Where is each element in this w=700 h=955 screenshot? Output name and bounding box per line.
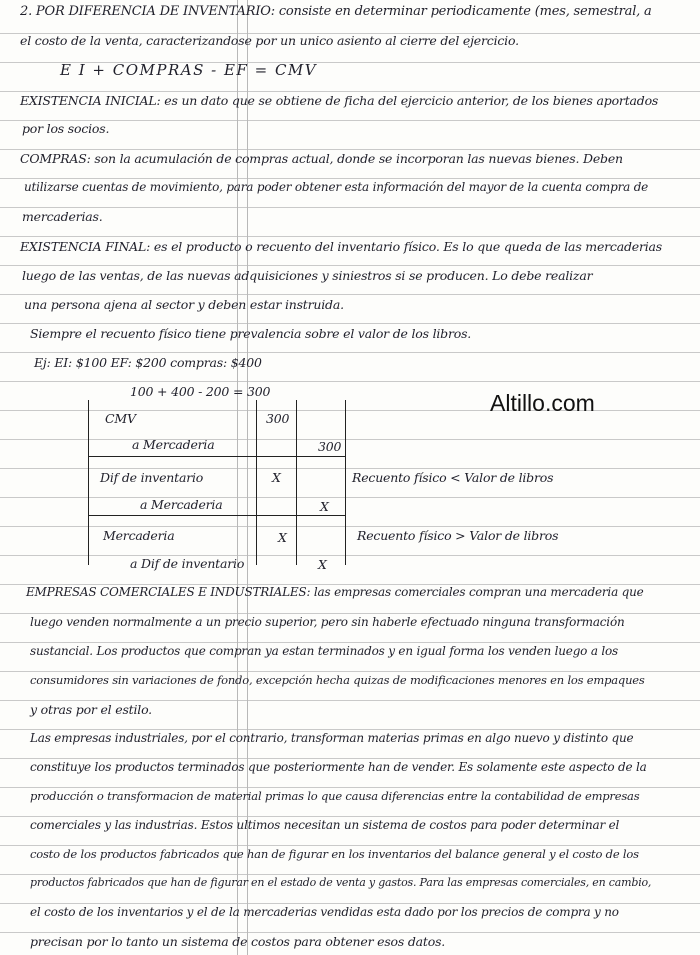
table-cell-account: a Mercaderia <box>140 497 223 512</box>
watermark: Altillo.com <box>490 390 595 416</box>
margin-line <box>247 0 248 955</box>
section-heading-line: 2. POR DIFERENCIA DE INVENTARIO: consiste en determinar periodicamente (mes, semestral, a <box>20 4 652 19</box>
text-line: mercaderias. <box>22 209 103 224</box>
text-line: consumidores sin variaciones de fondo, excepción hecha quizas de modificaciones menores en los empaques <box>30 673 645 687</box>
table-cell-debit: X <box>272 470 281 485</box>
table-cell-credit: X <box>320 499 329 514</box>
calculation-line: 100 + 400 - 200 = 300 <box>130 384 271 399</box>
table-cell-account: a Mercaderia <box>132 437 215 452</box>
table-cell-credit: X <box>318 557 327 572</box>
text-line: constituye los productos terminados que posteriormente han de vender. Es solamente este aspecto de la <box>30 760 647 774</box>
formula-line: E I + COMPRAS - EF = CMV <box>60 61 318 79</box>
text-line: el costo de los inventarios y el de la mercaderias vendidas esta dado por los precios de compra y no <box>30 905 619 919</box>
text-line: luego de las ventas, de las nuevas adquisiciones y siniestros si se producen. Lo debe realizar <box>22 268 593 283</box>
text-line: una persona ajena al sector y deben estar instruida. <box>24 297 344 312</box>
text-line: Las empresas industriales, por el contrario, transforman materias primas en algo nuevo y distinto que <box>30 731 634 745</box>
text-line: costo de los productos fabricados que han de figurar en los inventarios del balance general y el costo de los <box>30 847 639 861</box>
text-line: por los socios. <box>22 121 110 136</box>
example-line: Ej: EI: $100 EF: $200 compras: $400 <box>34 355 262 370</box>
text-line: y otras por el estilo. <box>30 702 152 717</box>
text-line: Siempre el recuento físico tiene prevalencia sobre el valor de los libros. <box>30 326 472 341</box>
table-note: Recuento físico > Valor de libros <box>357 528 559 543</box>
section-heading-line: EMPRESAS COMERCIALES E INDUSTRIALES: las empresas comerciales compran una mercaderia que <box>26 585 644 599</box>
table-cell-debit: 300 <box>266 411 290 426</box>
table-cell-account: a Dif de inventario <box>130 556 245 571</box>
table-cell-account: Dif de inventario <box>100 470 204 485</box>
text-line: el costo de la venta, caracterizandose por un unico asiento al cierre del ejercicio. <box>20 33 519 48</box>
table-cell-account: Mercaderia <box>103 528 175 543</box>
table-cell-credit: 300 <box>318 439 342 454</box>
text-line: sustancial. Los productos que compran ya estan terminados y en igual forma los venden luego a los <box>30 644 619 658</box>
text-line: luego venden normalmente a un precio superior, pero sin haberle efectuado ninguna transformación <box>30 615 625 629</box>
text-line: EXISTENCIA FINAL: es el producto o recuento del inventario físico. Es lo que queda de las mercaderias <box>20 239 663 254</box>
text-line: utilizarse cuentas de movimiento, para poder obtener esta información del mayor de la cuenta compra de <box>24 180 649 194</box>
text-line: COMPRAS: son la acumulación de compras actual, donde se incorporan las nuevas bienes. Deben <box>20 151 623 166</box>
text-line: EXISTENCIA INICIAL: es un dato que se obtiene de ficha del ejercicio anterior, de los bienes aportados <box>20 93 659 108</box>
text-line: precisan por lo tanto un sistema de costos para obtener esos datos. <box>30 934 446 949</box>
text-line: producción o transformacion de material primas lo que causa diferencias entre la contabilidad de empresas <box>30 789 640 803</box>
text-line: productos fabricados que han de figurar en el estado de venta y gastos. Para las empresas comerciales, en cambio, <box>30 876 652 889</box>
table-cell-debit: X <box>278 530 287 545</box>
table-note: Recuento físico < Valor de libros <box>352 470 554 485</box>
text-line: comerciales y las industrias. Estos ultimos necesitan un sistema de costos para poder determinar el <box>30 818 620 832</box>
margin-line <box>237 0 238 955</box>
table-cell-account: CMV <box>105 411 136 426</box>
